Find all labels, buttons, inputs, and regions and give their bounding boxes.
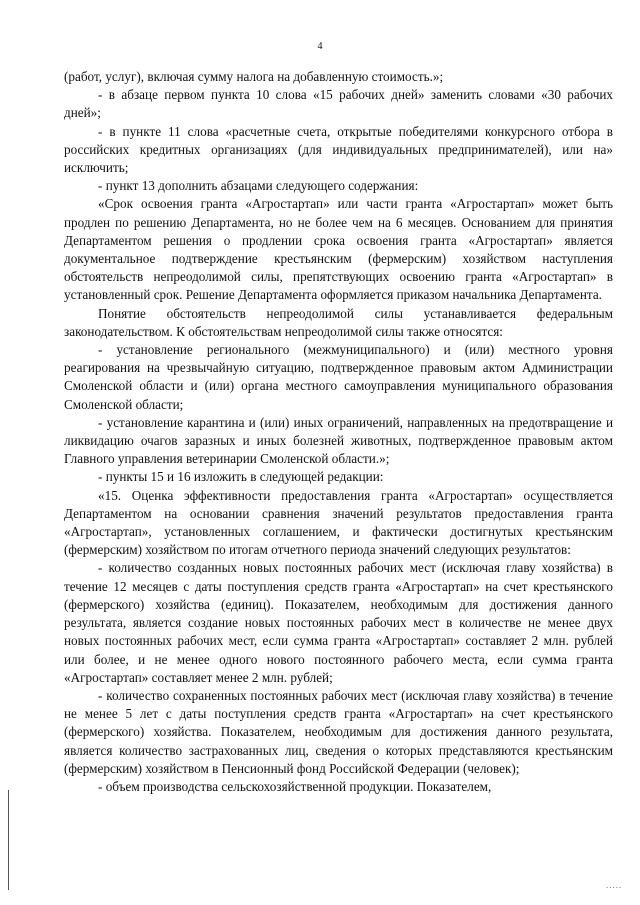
paragraph-new-jobs: - количество созданных новых постоянных рабочих мест (исключая главу хозяйства) в течение 12 месяцев с даты поступления средств гранта «Агростартап» на счет крестьянского (фермерского) хозяйства (единиц). Показателем, необходимым для достижения данного результата, является создание новых постоянных рабочих мест в количестве не менее двух новых постоянных рабочих мест, если сумма гранта «Агростартап» составляет 2 млн. рублей или более, и не менее одного нового постоянного рабочего места, если сумма гранта «Агростартап» составляет менее 2 млн. рублей; bbox=[64, 560, 613, 685]
paragraph-grant-extension: «Срок освоения гранта «Агростартап» или части гранта «Агростартап» может быть продлен по решению Департамента, но не более чем на 6 месяцев. Основанием для принятия Департаментом решения о продлении срока освоения гранта «Агростартап» является документальное подтверждение крестьянским (фермерским) хозяйством наступления обстоятельств непреодолимой силы, препятствующих освоению гранта «Агростартап» в установленный срок. Решение Департамента оформляется приказом начальника Департамента. bbox=[64, 196, 613, 303]
paragraph-item-10: - в абзаце первом пункта 10 слова «15 рабочих дней» заменить словами «30 рабочих дней»; bbox=[64, 87, 613, 121]
paragraph-item-13: - пункт 13 дополнить абзацами следующего содержания: bbox=[98, 178, 419, 194]
corner-mark: ..... bbox=[606, 880, 623, 890]
scan-edge-line bbox=[8, 790, 9, 890]
paragraph-items-15-16: - пункты 15 и 16 изложить в следующей редакции: bbox=[98, 469, 384, 485]
paragraph-force-majeure: Понятие обстоятельств непреодолимой силы устанавливается федеральным законодательством. К обстоятельствам непреодолимой силы также относятся: bbox=[64, 305, 613, 339]
paragraph-evaluation: «15. Оценка эффективности предоставления гранта «Агростартап» осуществляется Департаментом на основании сравнения значений результатов предоставления гранта «Агростартап», установленных соглашением, и фактически достигнутых крестьянским (фермерским) хозяйством по итогам отчетного периода значений следующих результатов: bbox=[64, 487, 613, 558]
paragraph-production-volume: - объем производства сельскохозяйственной продукции. Показателем, bbox=[98, 778, 492, 794]
paragraph-item-11: - в пункте 11 слова «расчетные счета, открытые победителями конкурсного отбора в российских кредитных организациях (для индивидуальных предпринимателей), или на» исключить; bbox=[64, 123, 613, 176]
paragraph-quarantine: - установление карантина и (или) иных ограничений, направленных на предотвращение и ликвидацию очагов заразных и иных болезней животных, подтвержденное правовым актом Главного управления ветеринарии Смоленской области.»; bbox=[64, 414, 613, 467]
paragraph-emergency: - установление регионального (межмуниципального) и (или) местного уровня реагирования на чрезвычайную ситуацию, подтвержденное правовым актом Администрации Смоленской области и (или) органа местного самоуправления муниципального образования Смоленской области; bbox=[64, 342, 613, 412]
paragraph-kept-jobs: - количество сохраненных постоянных рабочих мест (исключая главу хозяйства) в течение не менее 5 лет с даты поступления средств гранта «Агростартап» на счет крестьянского (фермерского) хозяйства. Показателем, необходимым для достижения данного результата, является количество застрахованных лиц, сведения о которых представляются крестьянским (фермерским) хозяйством в Пенсионный фонд Российской Федерации (человек); bbox=[64, 687, 613, 776]
paragraph-continuation: (работ, услуг), включая сумму налога на добавленную стоимость.»; bbox=[64, 69, 444, 84]
page-number: 4 bbox=[317, 41, 323, 52]
document-body bbox=[64, 68, 613, 796]
